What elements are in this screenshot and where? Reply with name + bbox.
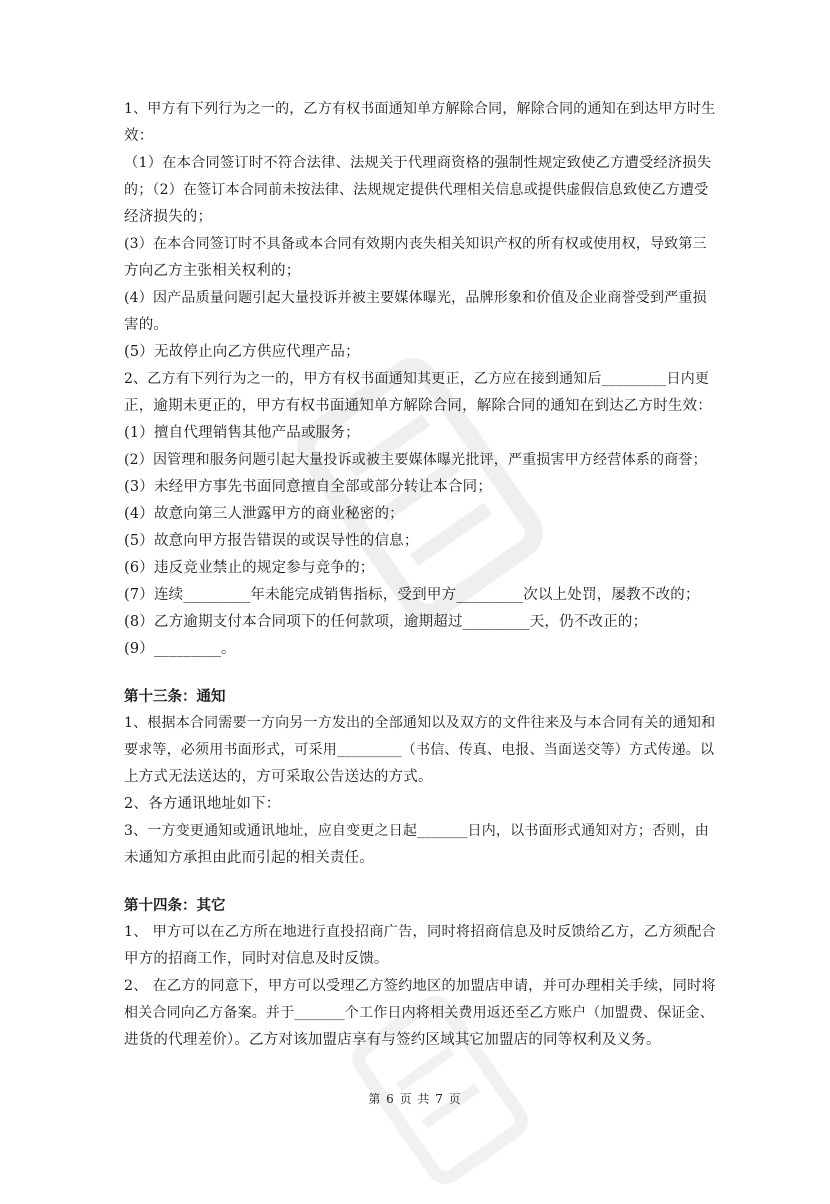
section-heading: 第十四条：其它 xyxy=(124,897,226,914)
section-heading: 第十三条：通知 xyxy=(124,688,226,705)
paragraph: 2、各方通讯地址如下： xyxy=(124,796,281,812)
list-item: (2）因管理和服务问题引起大量投诉或被主要媒体曝光批评，严重损害甲方经营体系的商誉； xyxy=(124,452,707,468)
list-item: (5）无故停止向乙方供应代理产品； xyxy=(124,344,360,360)
list-item: 方向乙方主张相关权利的； xyxy=(124,263,301,279)
paragraph: 1、 甲方可以在乙方所在地进行直投招商广告，同时将招商信息及时反馈给乙方，乙方须配合 xyxy=(124,924,716,940)
section-spacer xyxy=(124,663,714,683)
page-number: 第 6 页 共 7 页 xyxy=(368,1092,462,1106)
list-item: (8）乙方逾期支付本合同项下的任何款项，逾期超过_________天，仍不改正的； xyxy=(124,614,648,630)
list-item: (3）在本合同签订时不具备或本合同有效期内丧失相关知识产权的所有权或使用权，导致第三 xyxy=(124,236,707,252)
section-spacer xyxy=(124,872,714,892)
list-item: (4）因产品质量问题引起大量投诉并被主要媒体曝光，品牌形象和价值及企业商誉受到严重损 xyxy=(124,290,707,306)
paragraph: 未通知方承担由此而引起的相关责任。 xyxy=(124,850,374,866)
paragraph: 进货的代理差价）。乙方对该加盟店享有与签约区域其它加盟店的同等权利及义务。 xyxy=(124,1032,661,1048)
document-body xyxy=(124,96,714,1054)
paragraph: 效： xyxy=(124,128,154,144)
list-item: (4）故意向第三人泄露甲方的商业秘密的； xyxy=(124,506,404,522)
list-item: 害的。 xyxy=(124,317,169,333)
paragraph: 相关合同向乙方备案。并于_______个工作日内将相关费用返还至乙方账户（加盟费、保证金、 xyxy=(124,1005,714,1021)
list-item: 的；（2）在签订本合同前未按法律、法规规定提供代理相关信息或提供虚假信息致使乙方遭受 xyxy=(124,182,709,198)
paragraph: 2、乙方有下列行为之一的，甲方有权书面通知其更正，乙方应在接到通知后_________日内更 xyxy=(124,371,710,387)
paragraph: 3、一方变更通知或通讯地址，应自变更之日起_______日内，以书面形式通知对方；否则，由 xyxy=(124,823,709,839)
list-item: （1）在本合同签订时不符合法律、法规关于代理商资格的强制性规定致使乙方遭受经济损失 xyxy=(124,155,712,171)
list-item: (3）未经甲方事先书面同意擅自全部或部分转让本合同； xyxy=(124,479,493,495)
list-item: 经济损失的； xyxy=(124,209,213,225)
paragraph: 上方式无法送达的，方可采取公告送达的方式。 xyxy=(124,769,433,785)
list-item: (6）违反竞业禁止的规定参与竞争的； xyxy=(124,560,375,576)
list-item: (5）故意向甲方报告错误的或误导性的信息； xyxy=(124,533,419,549)
paragraph: 正，逾期未更正的，甲方有权书面通知单方解除合同，解除合同的通知在到达乙方时生效： xyxy=(124,398,712,414)
paragraph: 1、甲方有下列行为之一的，乙方有权书面通知单方解除合同，解除合同的通知在到达甲方时生 xyxy=(124,101,716,117)
list-item: (9）_________。 xyxy=(124,641,236,657)
list-item: (1）擅自代理销售其他产品或服务； xyxy=(124,425,360,441)
paragraph: 1、根据本合同需要一方向另一方发出的全部通知以及双方的文件往来及与本合同有关的通知和 xyxy=(124,715,716,731)
paragraph: 要求等，必须用书面形式，可采用_________（书信、传真、电报、当面送交等）方式传递。以 xyxy=(124,742,715,758)
list-item: (7）连续_________年未能完成销售指标，受到甲方_________次以上处罚，屡教不改的； xyxy=(124,587,700,603)
paragraph: 2、 在乙方的同意下，甲方可以受理乙方签约地区的加盟店申请，并可办理相关手续，同时将 xyxy=(124,978,716,994)
paragraph: 甲方的招商工作，同时对信息及时反馈。 xyxy=(124,951,389,967)
